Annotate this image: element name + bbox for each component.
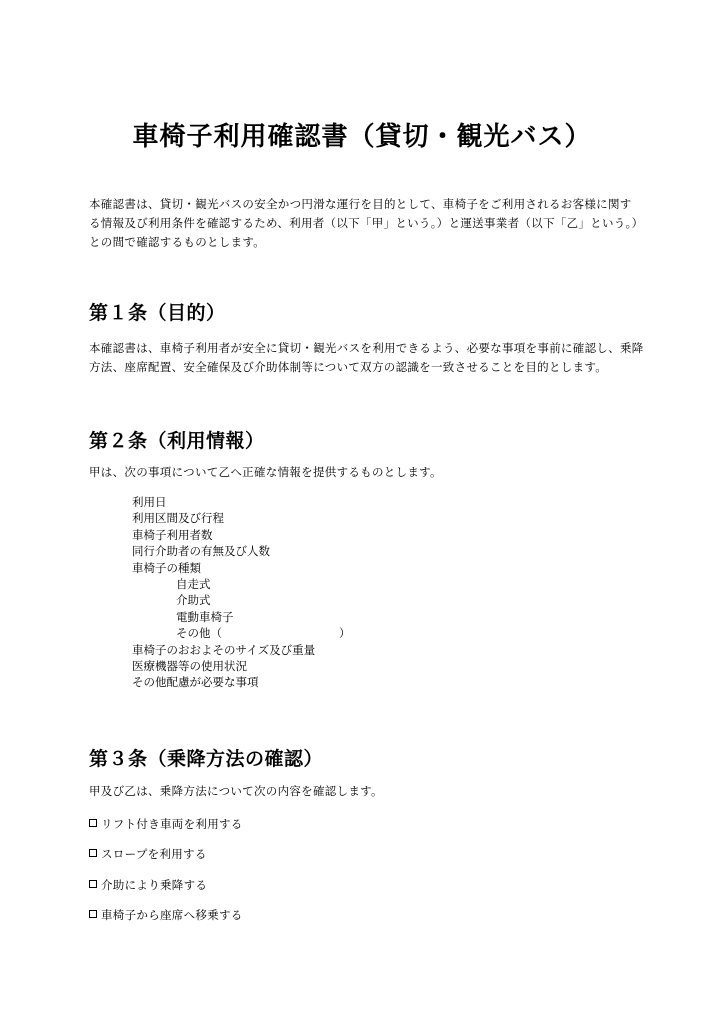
list-item: 利用日 bbox=[132, 495, 167, 509]
article-2-text: 甲は、次の事項について乙へ正確な情報を提供するものとします。 bbox=[89, 465, 442, 479]
article-2-heading: 第２条（利用情報） bbox=[89, 430, 265, 452]
option-label: 介助により乗降する bbox=[101, 878, 208, 892]
other-label: その他（ bbox=[176, 626, 222, 641]
list-item: 車椅子利用者数 bbox=[132, 527, 213, 542]
article-1-text: 本確認書は、車椅子利用者が安全に貸切・観光バスを利用できるよう、必要な事項を事前に確認し、乗降方法、座席配置、安全確保及び介助体制等について双方の認識を一致させることを目的とします。 bbox=[89, 341, 644, 374]
list-item: 車椅子の種類 bbox=[132, 560, 201, 575]
document-title: 車椅子利用確認書（貸切・観光バス） bbox=[132, 122, 592, 152]
option-lift-vehicle[interactable] bbox=[89, 816, 243, 832]
list-subitem-other bbox=[132, 625, 351, 641]
option-label: リフト付き車両を利用する bbox=[101, 817, 243, 831]
article-3-heading: 第３条（乗降方法の確認） bbox=[89, 748, 324, 770]
option-slope[interactable] bbox=[89, 846, 207, 862]
list-subitem: 電動車椅子 bbox=[176, 609, 234, 624]
checkbox-icon[interactable] bbox=[89, 819, 97, 827]
checkbox-icon[interactable] bbox=[89, 849, 97, 857]
other-blank-close: ） bbox=[339, 626, 351, 641]
list-item: 利用区間及び行程 bbox=[132, 511, 224, 526]
checkbox-icon[interactable] bbox=[89, 880, 97, 888]
option-transfer-to-seat[interactable] bbox=[89, 907, 243, 923]
list-item: 同行介助者の有無及び人数 bbox=[132, 544, 270, 559]
article-1-heading: 第１条（目的） bbox=[89, 302, 226, 324]
intro-paragraph: 本確認書は、貸切・観光バスの安全かつ円滑な運行を目的として、車椅子をご利用されるお客様に関する情報及び利用条件を確認するため、利用者（以下「甲」という。）と運送事業者（以下「乙」という。）との間で確認するものとします。 bbox=[89, 197, 638, 249]
option-assisted-boarding[interactable] bbox=[89, 877, 207, 893]
list-subitem: 自走式 bbox=[176, 576, 211, 591]
list-item: 医療機器等の使用状況 bbox=[132, 658, 247, 673]
article-3-text: 甲及び乙は、乗降方法について次の内容を確認します。 bbox=[89, 784, 383, 798]
usage-info-list bbox=[132, 494, 351, 691]
list-subitem: 介助式 bbox=[176, 593, 211, 608]
list-item: その他配慮が必要な事項 bbox=[132, 675, 259, 690]
list-item: 車椅子のおおよそのサイズ及び重量 bbox=[132, 642, 316, 657]
option-label: スロープを利用する bbox=[101, 847, 207, 861]
checkbox-icon[interactable] bbox=[89, 910, 97, 918]
option-label: 車椅子から座席へ移乗する bbox=[101, 908, 243, 922]
